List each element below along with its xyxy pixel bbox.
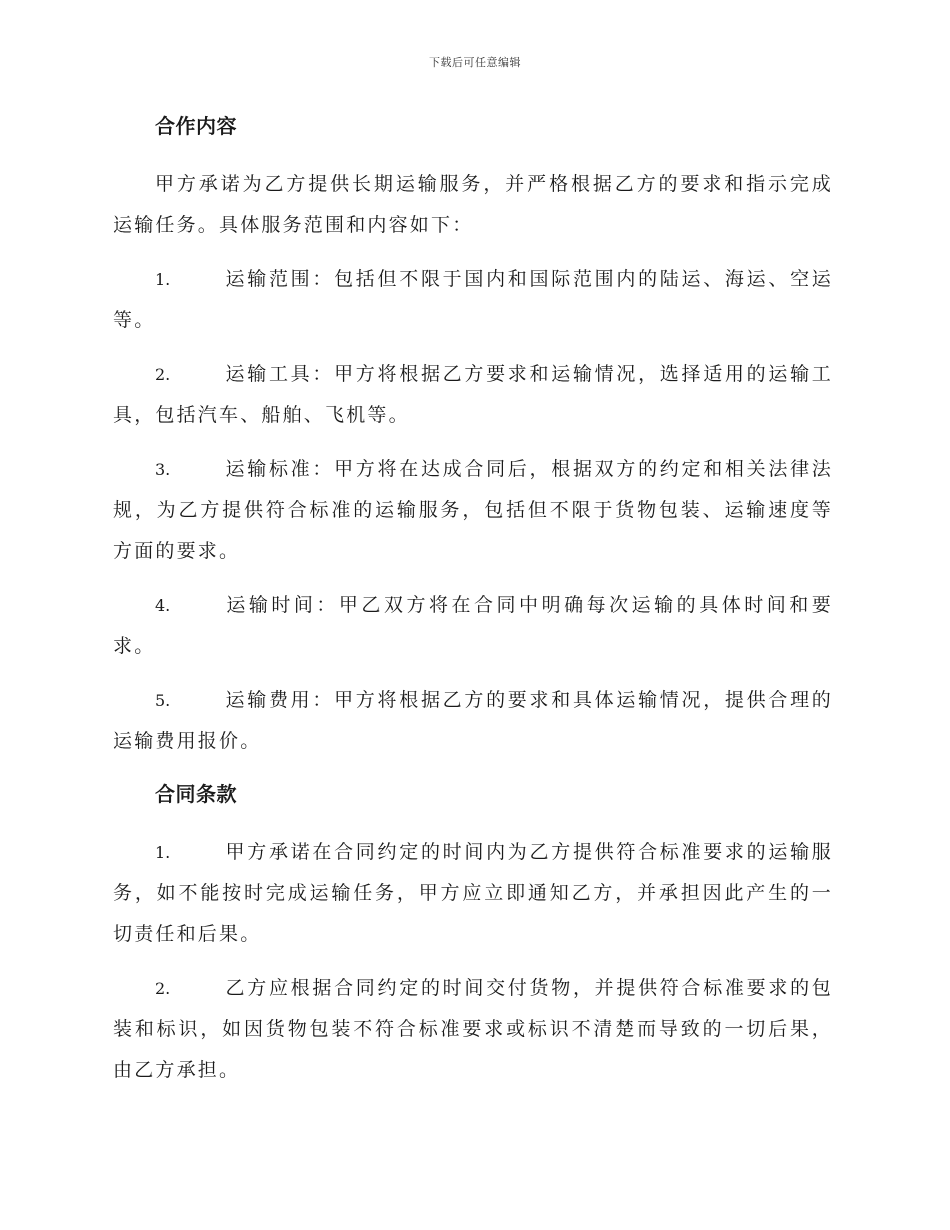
- list-text: 甲方承诺在合同约定的时间内为乙方提供符合标准要求的运输服务，如不能按时完成运输任务，甲方应立即通知乙方，并承担因此产生的一切责任和后果。: [113, 841, 833, 945]
- list-item: [113, 259, 833, 341]
- list-text: 运输标准：甲方将在达成合同后，根据双方的约定和相关法律法规，为乙方提供符合标准的运输服务，包括但不限于货物包装、运输速度等方面的要求。: [113, 458, 833, 562]
- list-number: 5.: [155, 691, 171, 710]
- list-text: 乙方应根据合同约定的时间交付货物，并提供符合标准要求的包装和标识，如因货物包装不符合标准要求或标识不清楚而导致的一切后果，由乙方承担。: [113, 977, 833, 1081]
- section-title-cooperation: 合作内容: [155, 114, 237, 138]
- list-item: [113, 585, 833, 667]
- cooperation-intro: 甲方承诺为乙方提供长期运输服务，并严格根据乙方的要求和指示完成运输任务。具体服务范围和内容如下：: [113, 173, 833, 236]
- list-item: [113, 354, 833, 436]
- list-number: 1.: [155, 270, 171, 289]
- list-item: [113, 968, 833, 1091]
- list-number: 3.: [155, 460, 171, 479]
- list-text: 运输工具：甲方将根据乙方要求和运输情况，选择适用的运输工具，包括汽车、船舶、飞机等。: [113, 363, 833, 426]
- list-number: 1.: [155, 843, 171, 862]
- document-body: [113, 108, 833, 1104]
- list-text: 运输范围：包括但不限于国内和国际范围内的陆运、海运、空运等。: [113, 268, 833, 331]
- list-number: 4.: [155, 596, 171, 615]
- list-number: 2.: [155, 979, 171, 998]
- list-item: [113, 449, 833, 572]
- list-text: 运输时间：甲乙双方将在合同中明确每次运输的具体时间和要求。: [113, 594, 833, 657]
- list-number: 2.: [155, 365, 171, 384]
- section-title-contract-terms: 合同条款: [155, 782, 237, 806]
- list-item: [113, 832, 833, 955]
- list-text: 运输费用：甲方将根据乙方的要求和具体运输情况，提供合理的运输费用报价。: [113, 689, 833, 752]
- list-item: [113, 680, 833, 762]
- page-header: 下载后可任意编辑: [429, 56, 521, 69]
